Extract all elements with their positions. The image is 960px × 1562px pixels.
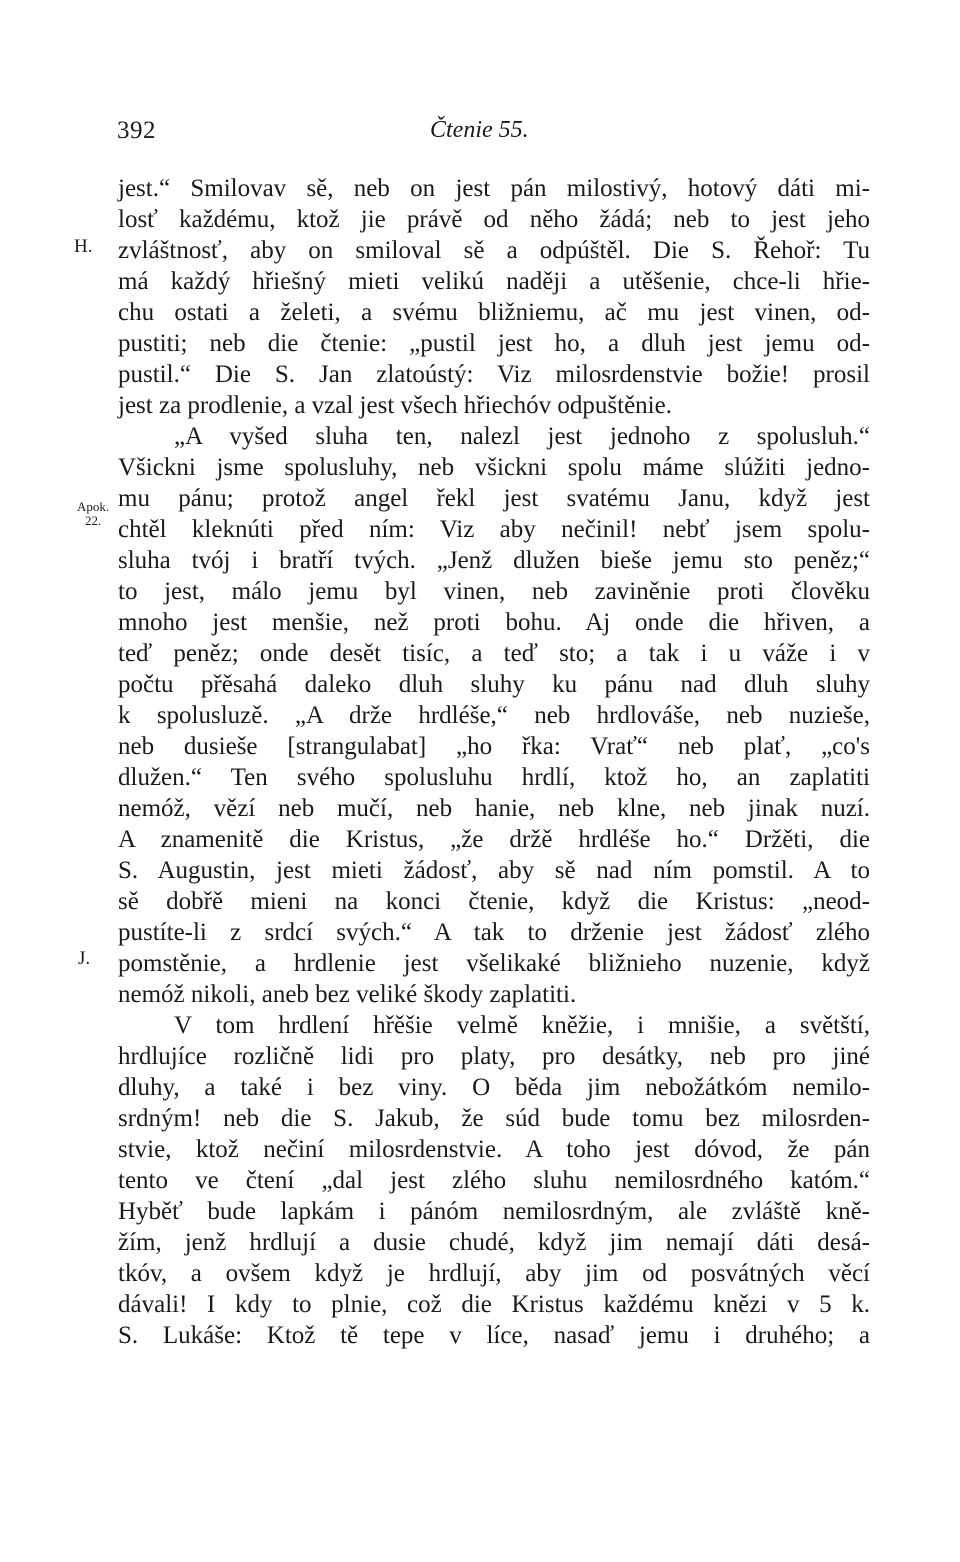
text-line: k spolusluzě. „A drže hrdléše,“ neb hrdlováše, neb nuzieše, <box>118 702 870 729</box>
margin-note-h: H. <box>74 236 93 257</box>
text-line: chtěl kleknúti před ním: Viz aby nečinil! nebť jsem spolu- <box>118 516 870 543</box>
text-line: neb dusieše [strangulabat] „ho řka: Vrať“ neb plať, „co's <box>118 733 870 760</box>
text-line: stvie, ktož nečiní milosrdenstvie. A toho jest dóvod, že pán <box>118 1136 870 1163</box>
text-line: srdným! neb die S. Jakub, že súd bude tomu bez milosrden- <box>118 1105 870 1132</box>
text-line: mu pánu; protož angel řekl jest svatému Janu, když jest <box>118 485 870 512</box>
text-line: nemóž nikoli, aneb bez veliké škody zaplatiti. <box>118 981 577 1008</box>
text-line: dlužen.“ Ten svého spolusluhu hrdlí, ktož ho, an zaplatiti <box>118 764 870 791</box>
text-line: pustil.“ Die S. Jan zlatoústý: Viz milosrdenstvie božie! prosil <box>118 361 870 388</box>
margin-note-apok-chapter: 22. <box>84 513 102 528</box>
text-line: dávali! I kdy to plnie, což die Kristus každému knězi v 5 k. <box>118 1291 870 1318</box>
text-line: teď peněz; onde desět tisíc, a teď sto; a tak i u váže i v <box>118 640 870 667</box>
running-head: Čtenie 55. <box>430 117 529 143</box>
text-line: sluha tvój i bratří tvých. „Jenž dlužen bieše jemu sto peněz;“ <box>118 547 870 574</box>
text-line: to jest, málo jemu byl vinen, neb zaviněnie proti člověku <box>118 578 870 605</box>
text-line: hrdlujíce rozličně lidi pro platy, pro desátky, neb pro jiné <box>118 1043 870 1070</box>
text-line: má každý hřiešný mieti velikú naději a utěšenie, chce-li hřie- <box>118 268 870 295</box>
text-line: jest.“ Smilovav sě, neb on jest pán milostivý, hotový dáti mi- <box>118 175 870 202</box>
margin-note-apok-label: Apok. <box>77 499 110 514</box>
text-line: chu ostati a želeti, a svému bližniemu, ač mu jest vinen, od- <box>118 299 870 326</box>
margin-note-j: J. <box>78 948 91 969</box>
text-line: dluhy, a také i bez viny. O běda jim nebožátkóm nemilo- <box>118 1074 870 1101</box>
text-line: mnoho jest menšie, než proti bohu. Aj onde die hřiven, a <box>118 609 870 636</box>
text-line: jest za prodlenie, a vzal jest všech hřiechóv odpuštěnie. <box>118 392 672 419</box>
text-line: S. Lukáše: Ktož tě tepe v líce, nasaď jemu i druhého; a <box>118 1322 870 1349</box>
text-line: tkóv, a ovšem když je hrdlují, aby jim od posvátných věcí <box>118 1260 870 1287</box>
text-line: zvláštnosť, aby on smiloval sě a odpúštěl. Die S. Řehoř: Tu <box>118 237 870 264</box>
body-text <box>118 173 870 1351</box>
page-number: 392 <box>117 117 156 144</box>
text-line: tento ve čtení „dal jest zlého sluhu nemilosrdného katóm.“ <box>118 1167 870 1194</box>
text-line: pustíte-li z srdcí svých.“ A tak to drženie jest žádosť zlého <box>118 919 870 946</box>
margin-note-apok <box>77 500 109 528</box>
text-line: počtu přěsahá daleko dluh sluhy ku pánu nad dluh sluhy <box>118 671 870 698</box>
text-line: nemóž, vězí neb mučí, neb hanie, neb klne, neb jinak nuzí. <box>118 795 870 822</box>
text-line: sě dobřě mieni na konci čtenie, když die Kristus: „neod- <box>118 888 870 915</box>
text-line: losť každému, ktož jie právě od něho žádá; neb to jest jeho <box>118 206 870 233</box>
text-line: pustiti; neb die čtenie: „pustil jest ho, a dluh jest jemu od- <box>118 330 870 357</box>
text-line: S. Augustin, jest mieti žádosť, aby sě nad ním pomstil. A to <box>118 857 870 884</box>
text-line: Hyběť bude lapkám i pánóm nemilosrdným, ale zvláště kně- <box>118 1198 870 1225</box>
text-line: V tom hrdlení hřěšie velmě kněžie, i mnišie, a světští, <box>174 1012 870 1039</box>
text-line: Všickni jsme spolusluhy, neb všickni spolu máme slúžiti jedno- <box>118 454 870 481</box>
text-line: „A vyšed sluha ten, nalezl jest jednoho z spolusluh.“ <box>174 423 870 450</box>
text-line: A znamenitě die Kristus, „že držě hrdléše ho.“ Držěti, die <box>118 826 870 853</box>
text-line: pomstěnie, a hrdlenie jest všelikaké bližnieho nuzenie, když <box>118 950 870 977</box>
text-line: žím, jenž hrdlují a dusie chudé, když jim nemají dáti desá- <box>118 1229 870 1256</box>
